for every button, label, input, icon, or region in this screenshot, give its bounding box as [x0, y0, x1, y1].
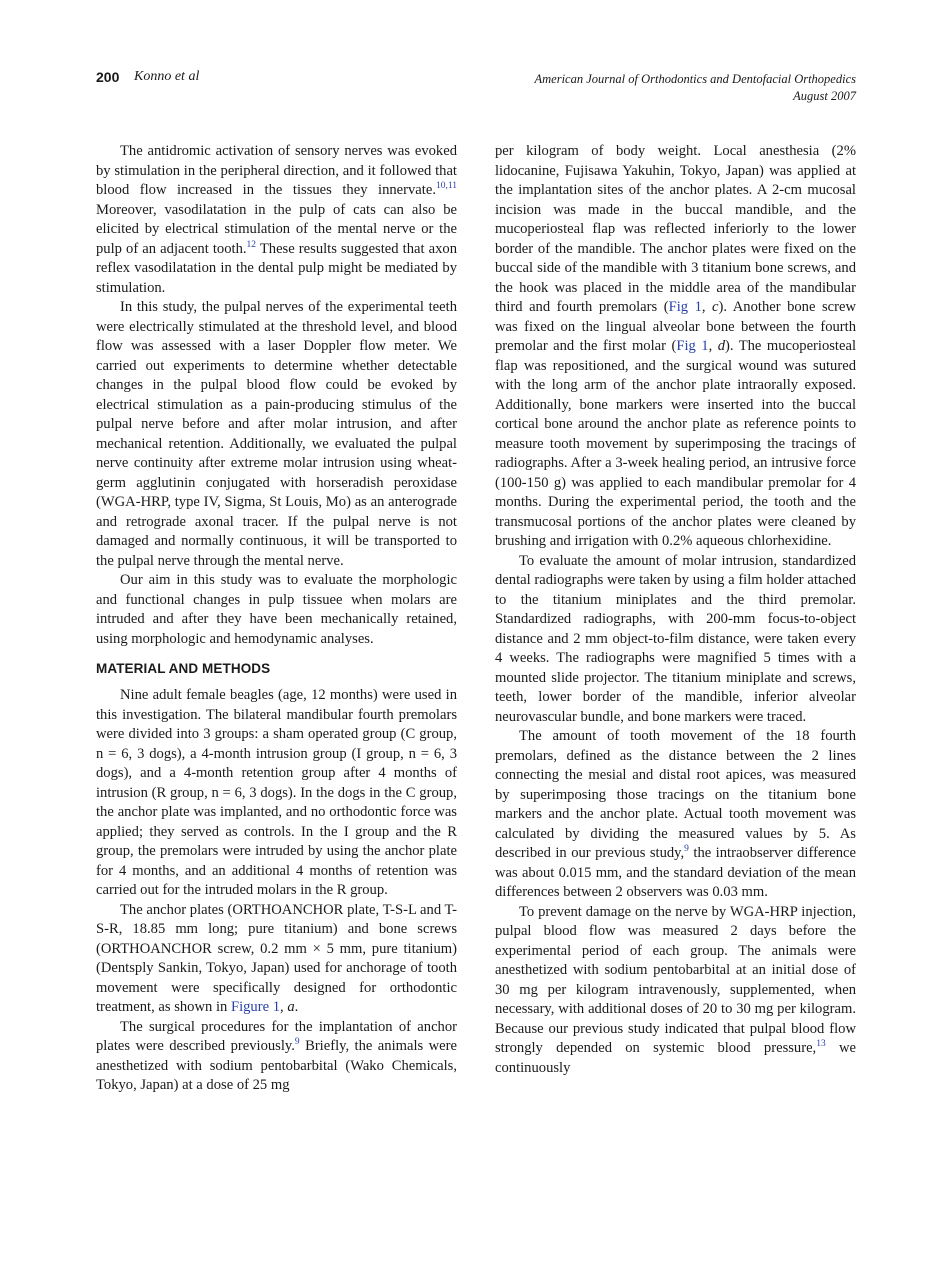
paragraph: To prevent damage on the nerve by WGA-HRP injection, pulpal blood flow was measured 2 days before the experimental period of each group. The animals were anesthetized with sodium pentobarbital at an initial dose of 30 mg per kilogram intravenously, supplemented, when necessary, with additional doses of 20 to 30 mg per kilogram. Because our previous study indicated that pulpal blood flow strongly depended on systemic blood pressure,$^{13}$ we continuously: [495, 903, 856, 1076]
paragraph: per kilogram of body weight. Local anesthesia (2% lidocanine, Fujisawa Yakuhin, Tokyo, Japan) was applied at the implantation sites of the anchor plates. A 2-cm mucosal incision was made in the buccal mandible, and the mucoperiosteal flap was reflected inferiorly to the lower border of the mandible. The anchor plates were fixed on the buccal side of the mandible with 3 titanium bone screws, and the hook was placed in the middle area of the mandibular third and fourth premolars (Fig 1, c). Another bone screw was fixed on the lingual alveolar bone between the fourth premolar and the first molar (Fig 1, d). The mucoperiosteal flap was repositioned, and the surgical wound was sutured with the long arm of the anchor plate intraorally exposed. Additionally, bone markers were inserted into the buccal cortical bone around the anchor plate as reference points to measure tooth movement by superimposing the tracings of radiographs. After a 3-week healing period, an intrusive force (100-150 g) was applied to each mandibular premolar for 4 months. During the experimental period, the tooth and the transmucosal portions of the anchor plates were cleaned by brushing and irrigation with 0.2% aqueous chlorhexidine.: [495, 143, 857, 549]
citation-link[interactable]: 13: [816, 1039, 826, 1049]
paragraph: The surgical procedures for the implantation of anchor plates were described previously.$^9$ Briefly, the animals were anesthetized with sodium pentobarbital (Wako Chemicals, Tokyo, Japan) at a dose of 25 mg: [96, 1018, 457, 1093]
figure-link[interactable]: Figure 1: [230, 999, 281, 1015]
paragraph: Nine adult female beagles (age, 12 months) were used in this investigation. The bilateral mandibular fourth premolars were divided into 3 groups: a sham operated group (C group, n = 6, 3 dogs), a 4-month intrusion group (I group, n = 6, 3 dogs), and a 4-month retention group after 4 months of intrusion (R group, n = 6, 3 dogs). In the dogs in the C group, the anchor plate was implanted, and no orthodontic force was applied; they served as controls. In the I group and the R group, the premolars were intruded by using the anchor plate for 4 months, and an additional 4 months of retention was carried out for the intruded molars in the R group.: [96, 687, 457, 898]
issue-date: August 2007: [793, 89, 856, 103]
running-head-journal: [535, 71, 857, 105]
journal-title: American Journal of Orthodontics and Dentofacial Orthopedics: [534, 72, 856, 86]
left-column: [96, 142, 457, 1096]
figure-link[interactable]: Fig 1: [676, 338, 709, 354]
citation-link[interactable]: 9: [294, 1037, 300, 1047]
paragraph: The amount of tooth movement of the 18 fourth premolars, defined as the distance between the 2 lines connecting the mesial and distal root apices, was measured by superimposing those tracings on the titanium bone markers and the anchor plate. Actual tooth movement was calculated by dividing the measured values by 5. As described in our previous study,$^9$ the intraobserver difference was about 0.015 mm, and the standard deviation of the mean differences between 2 observers was 0.03 mm.: [495, 728, 857, 900]
paragraph: To evaluate the amount of molar intrusion, standardized dental radiographs were taken by using a film holder attached to the titanium miniplates and the third premolar. Standardized radiographs, with 200-mm focus-to-object distance and 2 mm object-to-film distance, were taken every 4 weeks. The radiographs were magnified 5 times with a mounted slide projector. The titanium miniplate and screws, teeth, lower border of the mandible, inferior alveolar neurovascular bundle, and bone markers were traced.: [495, 552, 856, 725]
citation-link[interactable]: 9: [684, 844, 689, 854]
citation-link[interactable]: 10,11: [435, 181, 457, 191]
paragraph: The antidromic activation of sensory nerves was evoked by stimulation in the peripheral direction, and it followed that blood flow increased in the tissues they innervate.$^{10,11}$ Moreover, vasodilatation in the pulp of cats can also be elicited by electrical stimulation of the mental nerve or the pulp of an adjacent tooth.$^{12}$ These results suggested that axon reflex vasodilatation in the dental pulp might be mediated by stimulation.: [96, 143, 458, 296]
citation-link[interactable]: 12: [246, 239, 257, 250]
paragraph: Our aim in this study was to evaluate the morphologic and functional changes in pulp tissuee when molars are intruded and after they have been mechanically retained, using morphologic and hemodynamic analyses.: [96, 572, 457, 647]
paragraph: The anchor plates (ORTHOANCHOR plate, T-S-L and T-S-R, 18.85 mm long; pure titanium) and bone screws (ORTHOANCHOR screw, 0.2 mm × 5 mm, pure titanium) (Dentsply Sankin, Tokyo, Japan) used for anchorage of tooth movement were specifically designed for orthodontic treatment, as shown in Figure 1, a.: [96, 901, 457, 1015]
paragraph: In this study, the pulpal nerves of the experimental teeth were electrically stimulated at the threshold level, and blood flow was assessed with a laser Doppler flow meter. We carried out experiments to determine whether detectable changes in the pulpal blood flow could be evoked by electrical stimulation as a pain-producing stimulus of the pulpal nerve before and after molar intrusion, and after mechanical retention. Additionally, we evaluated the pulpal nerve continuity after extreme molar intrusion using wheat-germ agglutinin conjugated with horseradish peroxidase (WGA-HRP, type IV, Sigma, St Louis, Mo) as an anterograde and retrograde axonal tracer. If the pulpal nerve is not damaged and normally continuous, it will be transported to the pulpal nerve through the mental nerve.: [96, 299, 457, 569]
running-head-authors: Konno et al: [134, 69, 200, 84]
figure-link[interactable]: Fig 1: [668, 299, 702, 315]
page-number: 200: [96, 69, 120, 85]
right-column: [495, 142, 856, 1078]
section-heading: MATERIAL AND METHODS: [96, 661, 271, 676]
